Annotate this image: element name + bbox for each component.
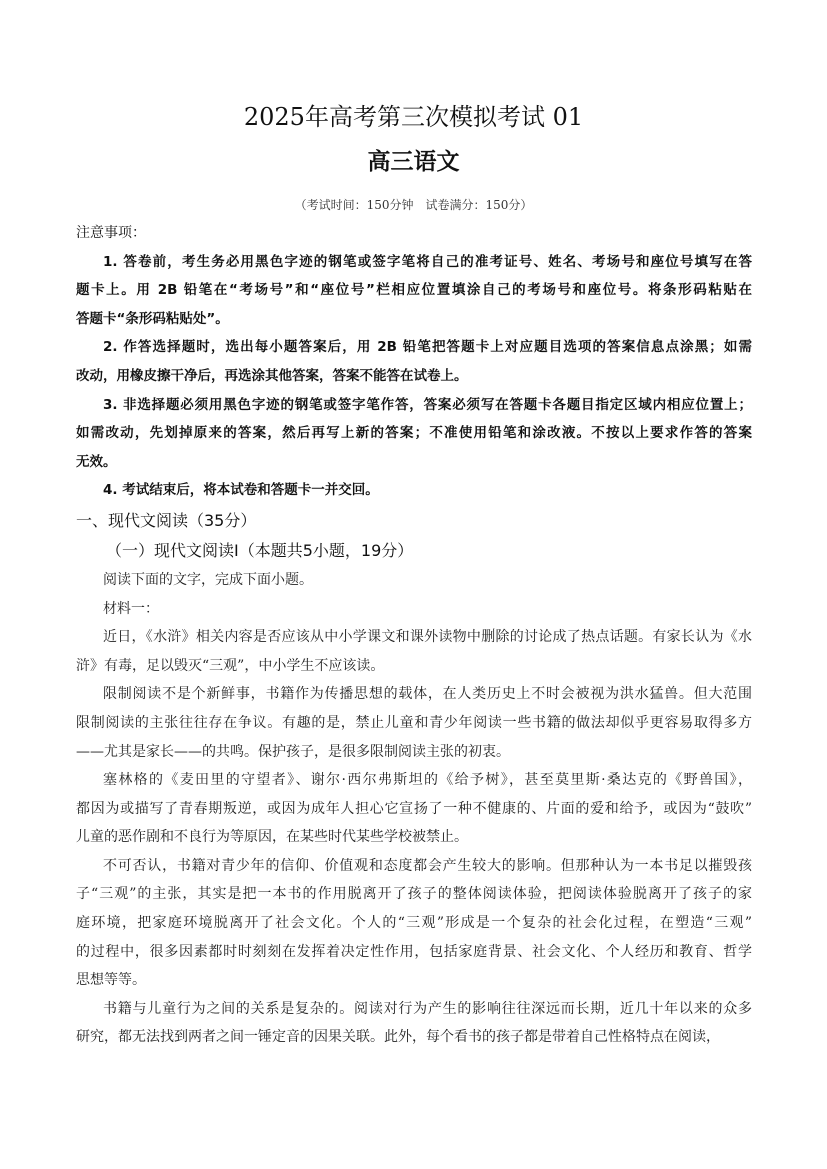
notice-item-line: 1. 答卷前，考生务必用黑色字迹的钢笔或签字笔将自己的准考证号、姓名、考场号和座位号填写在答 (103, 253, 752, 270)
paragraph (76, 995, 752, 1052)
notice-list (76, 248, 752, 505)
notice-item-line: 4. 考试结束后，将本试卷和答题卡一并交回。 (103, 482, 379, 499)
paragraph-line: 浒》有毒，足以毁灭“三观”，中小学生不应该读。 (76, 657, 385, 674)
notice-item (76, 391, 752, 477)
reading-instruction: 阅读下面的文字，完成下面小题。 (103, 571, 313, 588)
exam-title: 2025年高考第三次模拟考试 01 (243, 103, 584, 131)
section-heading: 一、现代文阅读（35分） (76, 510, 257, 530)
exam-subject: 高三语文 (367, 149, 460, 175)
paragraph-line: 庭环境，把家庭环境脱离开了社会文化。个人的“三观”形成是一个复杂的社会化过程，在塑造“三观” (76, 915, 752, 932)
paragraph-line: 不可否认，书籍对青少年的信仰、价值观和态度都会产生较大的影响。但那种认为一本书足以摧毁孩 (103, 857, 752, 874)
exam-meta: （考试时间：150分钟 试卷满分：150分） (294, 198, 533, 212)
notice-item-line: 2. 作答选择题时，选出每小题答案后，用 2B 铅笔把答题卡上对应题目选项的答案信息点涂黑；如需 (103, 339, 752, 356)
paragraph-line: 思想等等。 (76, 972, 146, 989)
paragraph-line: 书籍与儿童行为之间的关系是复杂的。阅读对行为产生的影响往往深远而长期，近几十年以来的众多 (103, 1000, 752, 1017)
paragraph-line: 子“三观”的主张，其实是把一本书的作用脱离开了孩子的整体阅读体验，把阅读体验脱离开了孩子的家 (76, 886, 752, 903)
paragraph-line: 研究，都无法找到两者之间一锤定音的因果关联。此外，每个看书的孩子都是带着自己性格特点在阅读， (76, 1029, 720, 1046)
notice-heading: 注意事项： (76, 225, 146, 241)
paragraph-line: 限制阅读的主张往往存在争议。有趣的是，禁止儿童和青少年阅读一些书籍的做法却似乎更容易取得多方 (76, 714, 752, 731)
notice-item-line: 答题卡“条形码粘贴处”。 (76, 310, 229, 327)
paragraph (76, 852, 752, 995)
material-text (76, 623, 752, 1052)
document-body (76, 219, 752, 1052)
paragraph-line: 近日，《水浒》相关内容是否应该从中小学课文和课外读物中删除的讨论成了热点话题。有家长认为《水 (103, 629, 752, 646)
notice-item (76, 333, 752, 390)
paragraph-line: 儿童的恶作剧和不良行为等原因，在某些时代某些学校被禁止。 (76, 829, 468, 846)
paragraph-line: 限制阅读不是个新鲜事，书籍作为传播思想的载体，在人类历史上不时会被视为洪水猛兽。但大范围 (103, 686, 752, 703)
paragraph (76, 766, 752, 852)
notice-item (76, 248, 752, 334)
notice-item-line: 3. 非选择题必须用黑色字迹的钢笔或签字笔作答，答案必须写在答题卡各题目指定区域内相应位置上； (103, 396, 752, 413)
notice-item-line: 无效。 (76, 453, 117, 470)
paragraph (76, 680, 752, 766)
paragraph-line: ——尤其是家长——的共鸣。保护孩子，是很多限制阅读主张的初衷。 (76, 743, 510, 760)
paragraph-line: 塞林格的《麦田里的守望者》、谢尔·西尔弗斯坦的《给予树》，甚至莫里斯·桑达克的《野兽国》， (103, 772, 752, 789)
paragraph-line: 都因为或描写了青春期叛逆，或因为成年人担心它宣扬了一种不健康的、片面的爱和给予，或因为“鼓吹” (76, 800, 752, 817)
notice-item (76, 476, 752, 505)
paragraph-line: 的过程中，很多因素都时时刻刻在发挥着决定性作用，包括家庭背景、社会文化、个人经历和教育、哲学 (76, 943, 752, 960)
notice-item-line: 改动，用橡皮擦干净后，再选涂其他答案，答案不能答在试卷上。 (76, 367, 468, 384)
notice-item-line: 题卡上。用 2B 铅笔在“考场号”和“座位号”栏相应位置填涂自己的考场号和座位号。将条形码粘贴在 (76, 282, 752, 299)
notice-item-line: 如需改动，先划掉原来的答案，然后再写上新的答案；不准使用铅笔和涂改液。不按以上要求作答的答案 (76, 425, 752, 442)
paragraph (76, 623, 752, 680)
subsection-heading: （一）现代文阅读Ⅰ（本题共5小题，19分） (106, 540, 414, 560)
material-label: 材料一： (103, 600, 159, 617)
